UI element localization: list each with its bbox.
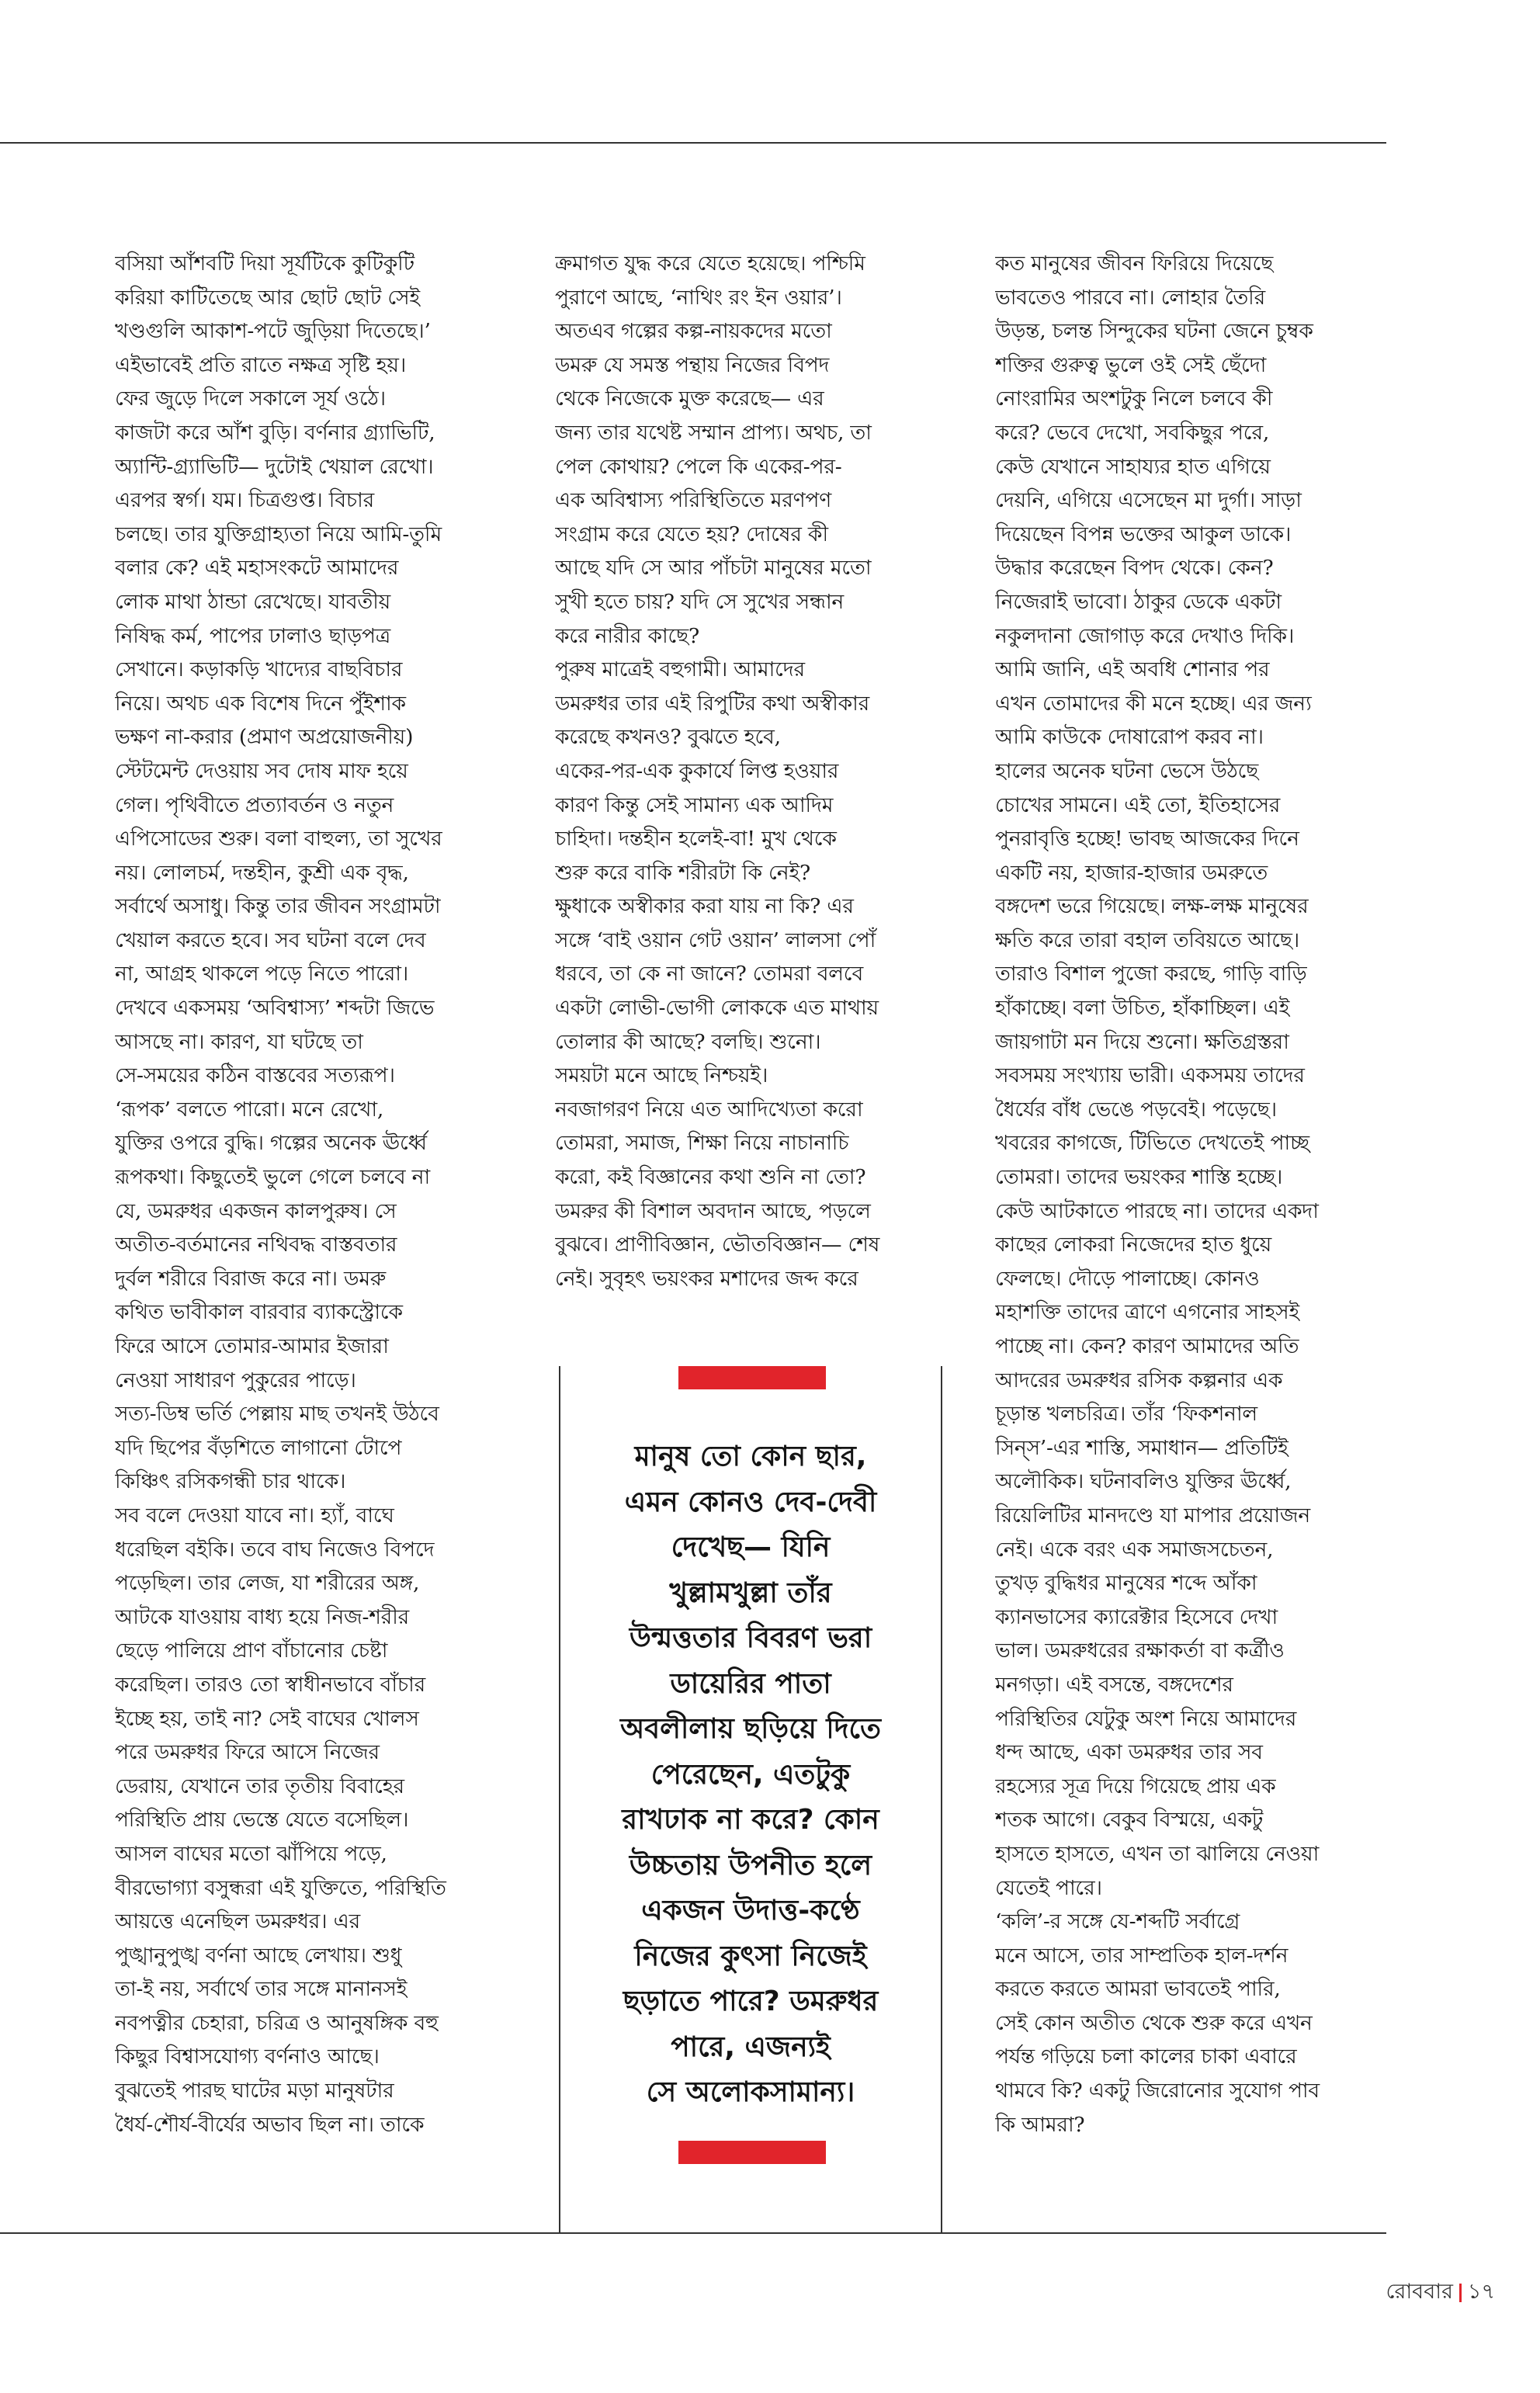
body-text-line: ধন্দ আছে, একা ডমরুধর তার সব [995, 1740, 1263, 1765]
body-text-line: নবপত্নীর চেহারা, চরিত্র ও আনুষঙ্গিক বহু [115, 2010, 439, 2035]
body-text-line: পাচ্ছে না। কেন? কারণ আমাদের অতি [995, 1334, 1299, 1358]
pullquote-bottom-bar [678, 2141, 826, 2164]
body-text-line: ক্যানভাসের ক্যারেক্টার হিসেবে দেখা [995, 1604, 1278, 1629]
pullquote-line: ডায়েরির পাতা [670, 1667, 831, 1700]
body-text-line: আসছে না। কারণ, যা ঘটছে তা [115, 1029, 363, 1054]
body-text-line: ডমরুর কী বিশাল অবদান আছে, পড়লে [555, 1198, 871, 1223]
body-text-line: সঙ্গে ‘বাই ওয়ান গেট ওয়ান’ লালসা পোঁ [555, 928, 876, 952]
body-text-line: এখন তোমাদের কী মনে হচ্ছে। এর জন্য [995, 691, 1312, 716]
body-text-line: দেয়নি, এগিয়ে এসেছেন মা দুর্গা। সাড়া [995, 488, 1302, 513]
body-text-line: খেয়াল করতে হবে। সব ঘটনা বলে দেব [115, 928, 426, 952]
body-text-line: আসল বাঘের মতো ঝাঁপিয়ে পড়ে, [115, 1841, 387, 1866]
body-text-line: করতে করতে আমরা ভাবতেই পারি, [995, 1977, 1281, 2002]
pullquote-line: সে অলোকসামান্য। [646, 2076, 855, 2108]
footer-separator [1459, 2284, 1462, 2302]
pullquote-line: উন্মত্ততার বিবরণ ভরা [629, 1622, 872, 1654]
body-text-line: আছে যদি সে আর পাঁচটা মানুষের মতো [555, 556, 872, 581]
body-text-line: বসিয়া আঁশবটি দিয়া সূর্যটিকে কুটিকুটি [115, 251, 414, 276]
body-text-line: ফিরে আসে তোমার-আমার ইজারা [115, 1334, 389, 1358]
pullquote-line: খুল্লামখুল্লা তাঁর [669, 1576, 832, 1609]
body-text-line: ক্ষতি করে তারা বহাল তবিয়তে আছে। [995, 928, 1299, 952]
text-column-3 [995, 247, 1399, 2142]
body-text-line: সে-সময়ের কঠিন বাস্তবের সত্যরূপ। [115, 1063, 395, 1088]
body-text-line: থামবে কি? একটু জিরোনোর সুযোগ পাব [995, 2079, 1320, 2103]
page-footer [1386, 2276, 1495, 2311]
body-text-line: সিন্‌স’-এর শাস্তি, সমাধান— প্রতিটিই [995, 1435, 1289, 1460]
pullquote-line: নিজের কুৎসা নিজেই [634, 1940, 867, 1972]
body-text-line: ধৈর্য-শৌর্য-বীর্যের অভাব ছিল না। তাকে [115, 2112, 425, 2137]
body-text-line: না, আগ্রহ থাকলে পড়ে নিতে পারো। [115, 962, 409, 987]
body-text-line: এরপর স্বর্গ। যম। চিত্রগুপ্ত। বিচার [115, 488, 375, 513]
body-text-line: দেখবে একসময় ‘অবিশ্বাস্য’ শব্দটা জিভে [115, 996, 435, 1021]
body-text-line: কি আমরা? [995, 2112, 1085, 2137]
body-text-line: করে নারীর কাছে? [555, 623, 699, 648]
body-text-line: করো, কই বিজ্ঞানের কথা শুনি না তো? [555, 1165, 866, 1190]
body-text-line: অলৌকিক। ঘটনাবলিও যুক্তির ঊর্ধ্বে, [995, 1469, 1292, 1494]
body-text-line: বঙ্গদেশ ভরে গিয়েছে। লক্ষ-লক্ষ মানুষের [995, 894, 1309, 919]
body-text-line: পুরাণে আছে, ‘নাথিং রং ইন ওয়ার’। [555, 285, 842, 310]
body-text-line: লোক মাথা ঠান্ডা রেখেছে। যাবতীয় [115, 589, 391, 614]
body-text-line: এইভাবেই প্রতি রাতে নক্ষত্র সৃষ্টি হয়। [115, 352, 407, 377]
body-text-line: সেখানে। কড়াকড়ি খাদ্যের বাছবিচার [115, 657, 403, 682]
body-text-line: পেল কোথায়? পেলে কি একের-পর- [555, 454, 842, 479]
body-text-line: রূপকথা। কিছুতেই ভুলে গেলে চলবে না [115, 1165, 430, 1190]
body-text-line: মনে আসে, তার সাম্প্রতিক হাল-দর্শন [995, 1943, 1289, 1968]
body-text-line: পরিস্থিতি প্রায় ভেস্তে যেতে বসেছিল। [115, 1808, 409, 1833]
body-text-line: নিজেরাই ভাবো। ঠাকুর ডেকে একটা [995, 589, 1282, 614]
magazine-name: রোববার [1386, 2280, 1453, 2304]
body-text-line: করিয়া কাটিতেছে আর ছোট ছোট সেই [115, 285, 420, 310]
body-text-line: ‘রূপক’ বলতে পারো। মনে রেখো, [115, 1097, 384, 1122]
body-text-line: সংগ্রাম করে যেতে হয়? দোষের কী [555, 522, 828, 546]
body-text-line: পড়েছিল। তার লেজ, যা শরীরের অঙ্গ, [115, 1571, 420, 1596]
body-text-line: ধরবে, তা কে না জানে? তোমরা বলবে [555, 962, 864, 987]
body-text-line: জায়গাটা মন দিয়ে শুনো। ক্ষতিগ্রস্তরা [995, 1029, 1289, 1054]
body-text-line: মহাশক্তি তাদের ত্রাণে এগনোর সাহসই [995, 1300, 1300, 1325]
body-text-line: এপিসোডের শুরু। বলা বাহুল্য, তা সুখের [115, 827, 442, 851]
body-text-line: বুঝবে। প্রাণীবিজ্ঞান, ভৌতবিজ্ঞান— শেষ [555, 1233, 880, 1257]
pullquote-line: উচ্চতায় উপনীত হলে [629, 1849, 872, 1881]
body-text-line: ভাল। ডমরুধরের রক্ষাকর্তা বা কর্ত্রীও [995, 1639, 1285, 1663]
body-text-line: নিয়ে। অথচ এক বিশেষ দিনে পুঁইশাক [115, 691, 406, 716]
body-text-line: হাসতে হাসতে, এখন তা ঝালিয়ে নেওয়া [995, 1841, 1320, 1866]
body-text-line: ডমরু যে সমস্ত পন্থায় নিজের বিপদ [555, 352, 830, 377]
body-text-line: চোখের সামনে। এই তো, ইতিহাসের [995, 792, 1281, 817]
pullquote-line: রাখঢাক না করে? কোন [622, 1804, 879, 1836]
pullquote-line: পেরেছেন, এতটুকু [650, 1758, 851, 1791]
body-text-line: পরিস্থিতির যেটুকু অংশ নিয়ে আমাদের [995, 1706, 1297, 1731]
body-text-line: কিঞ্চিৎ রসিকগন্ধী চার থাকে। [115, 1469, 346, 1494]
body-text-line: মনগড়া। এই বসন্তে, বঙ্গদেশের [995, 1672, 1233, 1697]
body-text-line: তারাও বিশাল পুজো করছে, গাড়ি বাড়ি [995, 962, 1307, 987]
body-text-line: অতএব গল্পের কল্প-নায়কদের মতো [555, 319, 832, 344]
body-text-line: আমি জানি, এই অবধি শোনার পর [995, 657, 1270, 682]
body-text-line: সবসময় সংখ্যায় ভারী। একসময় তাদের [995, 1063, 1305, 1088]
pullquote-line: ছড়াতে পারে? ডমরুধর [623, 1985, 879, 2017]
body-text-line: ধরেছিল বইকি। তবে বাঘ নিজেও বিপদে [115, 1537, 435, 1562]
pullquote-line: দেখেছ— যিনি [671, 1531, 831, 1563]
pullquote-line: অবলীলায় ছড়িয়ে দিতে [619, 1713, 882, 1745]
body-text-line: নিষিদ্ধ কর্ম, পাপের ঢালাও ছাড়পত্র [115, 623, 391, 648]
body-text-line: ভাবতেও পারবে না। লোহার তৈরি [995, 285, 1266, 310]
body-text-line: করে? ভেবে দেখো, সবকিছুর পরে, [995, 420, 1270, 445]
body-text-line: তোলার কী আছে? বলছি। শুনো। [555, 1029, 821, 1054]
pullquote-line: একজন উদাত্ত-কণ্ঠে [641, 1895, 860, 1927]
body-text-line: করেছিল। তারও তো স্বাধীনভাবে বাঁচার [115, 1672, 425, 1697]
body-text-line: তুখড় বুদ্ধিধর মানুষের শব্দে আঁকা [995, 1571, 1257, 1596]
text-column-1 [115, 247, 519, 2142]
body-text-line: কত মানুষের জীবন ফিরিয়ে দিয়েছে [995, 251, 1274, 276]
body-text-line: অ্যান্টি-গ্র্যাভিটি— দুটোই খেয়াল রেখো। [115, 454, 434, 479]
body-text-line: নোংরামির অংশটুকু নিলে চলবে কী [995, 387, 1273, 411]
body-text-line: জন্য তার যথেষ্ট সম্মান প্রাপ্য। অথচ, তা [555, 420, 872, 445]
body-text-line: সময়টা মনে আছে নিশ্চয়ই। [555, 1063, 768, 1088]
body-text-line: শতক আগে। বেকুব বিস্ময়ে, একটু [995, 1808, 1264, 1833]
body-text-line: পর্যন্ত গড়িয়ে চলা কালের চাকা এবারে [995, 2044, 1297, 2069]
page-number: ১৭ [1467, 2280, 1495, 2304]
body-text-line: ‘কলি’-র সঙ্গে যে-শব্দটি সর্বাগ্রে [995, 1909, 1240, 1934]
body-text-line: ভক্ষণ না-করার (প্রমাণ অপ্রয়োজনীয়) [115, 725, 414, 750]
body-text-line: স্টেটমেন্ট দেওয়ায় সব দোষ মাফ হয়ে [115, 758, 408, 783]
body-text-line: ক্রমাগত যুদ্ধ করে যেতে হয়েছে। পশ্চিমি [555, 251, 865, 276]
body-text-line: ছেড়ে পালিয়ে প্রাণ বাঁচানোর চেষ্টা [115, 1639, 388, 1663]
body-text-line: তোমরা। তাদের ভয়ংকর শাস্তি হচ্ছে। [995, 1165, 1283, 1190]
bottom-rule [0, 2232, 1386, 2234]
body-text-line: এক অবিশ্বাস্য পরিস্থিতিতে মরণপণ [555, 488, 832, 513]
body-text-line: নবজাগরণ নিয়ে এত আদিখ্যেতা করো [555, 1097, 863, 1122]
pullquote-line: পারে, এজন্যই [671, 2031, 831, 2063]
pullquote-line: মানুষ তো কোন ছার, [634, 1441, 867, 1472]
body-text-line: থেকে নিজেকে মুক্ত করেছে— এর [555, 387, 824, 411]
body-text-line: কথিত ভাবীকাল বারবার ব্যাকস্ট্রোকে [115, 1300, 403, 1325]
body-text-line: কিছুর বিশ্বাসযোগ্য বর্ণনাও আছে। [115, 2044, 380, 2069]
body-text-line: পুনরাবৃত্তি হচ্ছে! ভাবছ আজকের দিনে [995, 827, 1299, 851]
body-text-line: চূড়ান্ত খলচরিত্র। তাঁর ‘ফিকশনাল [995, 1402, 1257, 1427]
body-text-line: উদ্ধার করেছেন বিপদ থেকে। কেন? [995, 556, 1274, 581]
body-text-line: যদি ছিপের বঁড়শিতে লাগানো টোপে [115, 1435, 402, 1460]
body-text-line: আদরের ডমরুধর রসিক কল্পনার এক [995, 1368, 1283, 1392]
body-text-line: সব বলে দেওয়া যাবে না। হ্যাঁ, বাঘে [115, 1503, 394, 1528]
body-text-line: ইচ্ছে হয়, তাই না? সেই বাঘের খোলস [115, 1706, 419, 1731]
body-text-line: একটা লোভী-ভোগী লোককে এত মাথায় [555, 996, 879, 1021]
body-text-line: আটকে যাওয়ায় বাধ্য হয়ে নিজ-শরীর [115, 1604, 410, 1629]
pullquote-line: এমন কোনও দেব-দেবী [624, 1486, 877, 1518]
body-text-line: উড়ন্ত, চলন্ত সিন্দুকের ঘটনা জেনে চুম্বক [995, 319, 1313, 344]
body-text-line: চাহিদা। দন্তহীন হলেই-বা! মুখ থেকে [555, 827, 837, 851]
body-text-line: খবরের কাগজে, টিভিতে দেখতেই পাচ্ছ [995, 1131, 1309, 1156]
body-text-line: সেই কোন অতীত থেকে শুরু করে এখন [995, 2010, 1313, 2035]
pullquote-left-rule [559, 1366, 560, 2232]
body-text-line: শক্তির গুরুত্ব ভুলে ওই সেই ছেঁদো [995, 352, 1267, 377]
pullquote-right-rule [941, 1366, 942, 2232]
pullquote [567, 1434, 935, 2116]
body-text-line: হাঁকাচ্ছে। বলা উচিত, হাঁকাচ্ছিল। এই [995, 996, 1290, 1021]
body-text-line: হালের অনেক ঘটনা ভেসে উঠছে [995, 758, 1259, 783]
body-text-line: ডেরায়, যেখানে তার তৃতীয় বিবাহের [115, 1774, 404, 1798]
body-text-line: বীরভোগ্যা বসুন্ধরা এই যুক্তিতে, পরিস্থিতি [115, 1875, 446, 1900]
body-text-line: কেউ আটকাতে পারছে না। তাদের একদা [995, 1198, 1319, 1223]
body-text-line: কাজটা করে আঁশ বুড়ি। বর্ণনার গ্র্যাভিটি, [115, 420, 435, 445]
body-text-line: কেউ যেখানে সাহায্যর হাত এগিয়ে [995, 454, 1271, 479]
body-text-line: পুঙ্খানুপুঙ্খ বর্ণনা আছে লেখায়। শুধু [115, 1943, 402, 1968]
body-text-line: নকুলদানা জোগাড় করে দেখাও দিকি। [995, 623, 1295, 648]
body-text-line: বুঝতেই পারছ ঘাটের মড়া মানুষটার [115, 2079, 394, 2103]
body-text-line: নেই। একে বরং এক সমাজসচেতন, [995, 1537, 1274, 1562]
text-column-2 [555, 247, 959, 1295]
body-text-line: ডমরুধর তার এই রিপুটির কথা অস্বীকার [555, 691, 869, 716]
body-text-line: তা-ই নয়, সর্বার্থে তার সঙ্গে মানানসই [115, 1977, 408, 2002]
body-text-line: পরে ডমরুধর ফিরে আসে নিজের [115, 1740, 380, 1765]
body-text-line: কাছের লোকরা নিজেদের হাত ধুয়ে [995, 1233, 1272, 1257]
body-text-line: কারণ কিন্তু সেই সামান্য এক আদিম [555, 792, 834, 817]
body-text-line: ফের জুড়ে দিলে সকালে সূর্য ওঠে। [115, 387, 386, 411]
body-text-line: নেই। সুবৃহৎ ভয়ংকর মশাদের জব্দ করে [555, 1266, 858, 1291]
body-text-line: রিয়েলিটির মানদণ্ডে যা মাপার প্রয়োজন [995, 1503, 1310, 1528]
body-text-line: বলার কে? এই মহাসংকটে আমাদের [115, 556, 399, 581]
body-text-line: শুরু করে বাকি শরীরটা কি নেই? [555, 860, 811, 885]
body-text-line: নয়। লোলচর্ম, দন্তহীন, কুশ্রী এক বৃদ্ধ, [115, 860, 409, 885]
body-text-line: সত্য-ডিম্ব ভর্তি পেল্লায় মাছ তখনই উঠবে [115, 1402, 439, 1427]
body-text-line: যে, ডমরুধর একজন কালপুরুষ। সে [115, 1198, 397, 1223]
body-text-line: আয়ত্তে এনেছিল ডমরুধর। এর [115, 1909, 360, 1934]
body-text-line: করেছে কখনও? বুঝতে হবে, [555, 725, 781, 750]
body-text-line: দুর্বল শরীরে বিরাজ করে না। ডমরু [115, 1266, 386, 1291]
pullquote-top-bar [678, 1366, 826, 1389]
body-text-line: যেতেই পারে। [995, 1875, 1102, 1900]
body-text-line: একের-পর-এক কুকার্যে লিপ্ত হওয়ার [555, 758, 839, 783]
body-text-line: গেল। পৃথিবীতে প্রত্যাবর্তন ও নতুন [115, 792, 394, 817]
body-text-line: যুক্তির ওপরে বুদ্ধি। গল্পের অনেক ঊর্ধ্বে [115, 1131, 427, 1156]
top-rule [0, 142, 1386, 144]
body-text-line: তোমরা, সমাজ, শিক্ষা নিয়ে নাচানাচি [555, 1131, 849, 1156]
body-text-line: সুখী হতে চায়? যদি সে সুখের সন্ধান [555, 589, 845, 614]
body-text-line: ফেলছে। দৌড়ে পালাচ্ছে। কোনও [995, 1266, 1260, 1291]
body-text-line: পুরুষ মাত্রেই বহুগামী। আমাদের [555, 657, 805, 682]
body-text-line: ক্ষুধাকে অস্বীকার করা যায় না কি? এর [555, 894, 854, 919]
body-text-line: সর্বার্থে অসাধু। কিন্তু তার জীবন সংগ্রামটা [115, 894, 441, 919]
body-text-line: ধৈর্যের বাঁধ ভেঙে পড়বেই। পড়েছে। [995, 1097, 1277, 1122]
body-text-line: আমি কাউকে দোষারোপ করব না। [995, 725, 1264, 750]
body-text-line: খণ্ডগুলি আকাশ-পটে জুড়িয়া দিতেছে।’ [115, 319, 431, 344]
body-text-line: একটি নয়, হাজার-হাজার ডমরুতে [995, 860, 1268, 885]
body-text-line: নেওয়া সাধারণ পুকুরের পাড়ে। [115, 1368, 356, 1392]
body-text-line: অতীত-বর্তমানের নথিবদ্ধ বাস্তবতার [115, 1233, 397, 1257]
body-text-line: রহস্যের সূত্র দিয়ে গিয়েছে প্রায় এক [995, 1774, 1276, 1798]
body-text-line: চলছে। তার যুক্তিগ্রাহ্যতা নিয়ে আমি-তুমি [115, 522, 442, 546]
body-text-line: দিয়েছেন বিপন্ন ভক্তের আকুল ডাকে। [995, 522, 1292, 546]
